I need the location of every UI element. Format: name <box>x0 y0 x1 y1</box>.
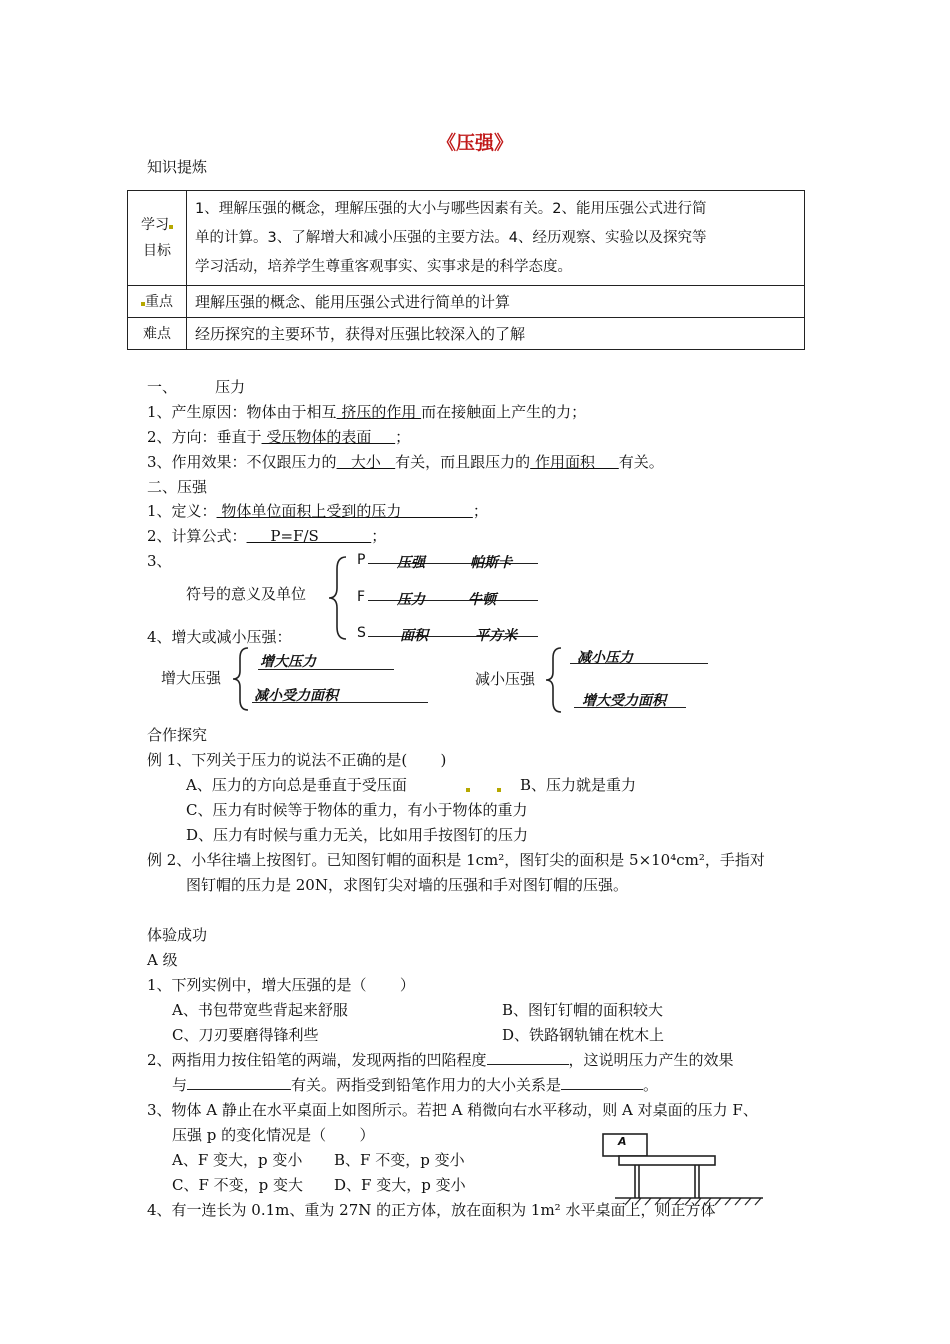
symbols-label: 符号的意义及单位 <box>186 585 307 603</box>
question-3-option-d: D、F 变大，p 变小 <box>334 1176 466 1194</box>
symbol-s-unit: 平方米 <box>475 628 517 644</box>
increase-item-1: 增大压力 <box>260 654 316 670</box>
left-brace-icon <box>543 646 563 714</box>
section-1-line-2: 2、方向：垂直于 受压物体的表面 ； <box>147 428 411 446</box>
increase-item-2: 减小受力面积 <box>254 688 338 704</box>
goal-header-line-2: 目标 <box>143 243 171 259</box>
formula-line: 2、计算公式： P=F/S ； <box>147 527 387 545</box>
section-1-line-3: 3、作用效果：不仅跟压力的 大小 有关，而且跟压力的 作用面积 有关。 <box>147 453 664 471</box>
blank-answer: 受压物体的表面 <box>261 428 396 446</box>
change-heading: 4、增大或减小压强： <box>147 628 292 646</box>
key-text: 理解压强的概念、能用压强公式进行简单的计算 <box>187 286 805 318</box>
blank-answer: 作用面积 <box>530 453 619 471</box>
left-brace-icon <box>326 555 348 641</box>
symbol-s: S <box>357 625 366 641</box>
question-1-option-c: C、刀刃要磨得锋利些 <box>172 1026 319 1044</box>
example-1-option-a: A、压力的方向总是垂直于受压面 <box>186 776 407 794</box>
page-title: 《压强》 <box>436 132 513 154</box>
knowledge-label: 知识提炼 <box>147 158 208 176</box>
question-4-line-1: 4、有一连长为 0.1m、重为 27N 的正方体，放在面积为 1m² 水平桌面上，则正方体 <box>147 1201 716 1219</box>
question-2-line-2: 与 有关。两指受到铅笔作用力的大小关系是 。 <box>172 1076 659 1094</box>
marker-dot <box>169 225 173 229</box>
blank-answer: 大小 <box>336 453 396 471</box>
example-1-stem: 例 1、下列关于压力的说法不正确的是( ) <box>147 751 447 769</box>
example-2-line-2: 图钉帽的压力是 20N，求图钉尖对墙的压强和手对图钉帽的压强。 <box>186 876 628 894</box>
symbol-p-unit: 帕斯卡 <box>470 555 512 571</box>
increase-label: 增大压强 <box>161 669 222 687</box>
answer-line <box>252 702 428 703</box>
symbol-s-meaning: 面积 <box>400 628 428 644</box>
example-1-option-c: C、压力有时候等于物体的重力，有小于物体的重力 <box>186 801 528 819</box>
example-1-option-b: B、压力就是重力 <box>520 776 637 794</box>
symbol-p-meaning: 压强 <box>397 555 425 571</box>
question-2-line-1: 2、两指用力按住铅笔的两端，发现两指的凹陷程度 ，这说明压力产生的效果 <box>147 1051 734 1069</box>
blank-answer: P=F/S <box>246 527 372 545</box>
answer-blank <box>187 1089 291 1090</box>
marker-dot <box>466 788 470 792</box>
blank-answer: 挤压的作用 <box>336 403 422 421</box>
question-3-option-a: A、F 变大，p 变小 <box>172 1151 303 1169</box>
symbol-f-unit: 牛顿 <box>468 592 496 608</box>
section-1-heading: 一、 压力 <box>147 378 246 396</box>
key-header: 重点 <box>128 286 187 318</box>
question-3-line-1: 3、物体 A 静止在水平桌面上如图所示。若把 A 稍微向右水平移动，则 A 对桌面的压力 F、 <box>147 1101 758 1119</box>
example-2-line-1: 例 2、小华往墙上按图钉。已知图钉帽的面积是 1cm²，图钉尖的面积是 5×10⁴cm²，手指对 <box>147 851 765 869</box>
goals-table <box>127 190 805 350</box>
hard-text: 经历探究的主要环节，获得对压强比较深入的了解 <box>187 318 805 350</box>
definition-line: 1、定义： 物体单位面积上受到的压力 ； <box>147 502 488 520</box>
symbol-f: F <box>357 589 366 605</box>
success-heading: 体验成功 <box>147 926 208 944</box>
goal-line-1: 1、理解压强的概念，理解压强的大小与哪些因素有关。2、能用压强公式进行简 <box>195 200 707 217</box>
left-brace-icon <box>230 646 250 712</box>
hard-header: 难点 <box>128 318 187 350</box>
answer-line <box>258 669 394 670</box>
goal-line-2: 单的计算。3、了解增大和减小压强的主要方法。4、经历观察、实验以及探究等 <box>195 229 707 246</box>
decrease-label: 减小压强 <box>475 670 536 688</box>
example-1-option-d: D、压力有时候与重力无关，比如用手按图钉的压力 <box>186 826 529 844</box>
coop-heading: 合作探究 <box>147 726 208 744</box>
strike-line <box>368 563 538 564</box>
section-1-line-1: 1、产生原因：物体由于相互 挤压的作用 而在接触面上产生的力； <box>147 403 587 421</box>
goal-header <box>128 191 187 286</box>
symbols-number: 3、 <box>147 552 172 570</box>
symbol-p: P <box>357 552 366 568</box>
section-2-heading: 二、压强 <box>147 478 208 496</box>
blank-answer: 物体单位面积上受到的压力 <box>216 502 473 520</box>
question-3-line-2: 压强 p 的变化情况是（ ） <box>172 1126 375 1144</box>
answer-blank <box>561 1089 643 1090</box>
question-1-stem: 1、下列实例中，增大压强的是（ ） <box>147 976 415 994</box>
question-3-option-b: B、F 不变，p 变小 <box>334 1151 465 1169</box>
question-3-option-c: C、F 不变，p 变大 <box>172 1176 304 1194</box>
answer-blank <box>487 1064 569 1065</box>
question-1-option-a: A、书包带宽些背起来舒服 <box>172 1001 348 1019</box>
question-1-option-b: B、图钉钉帽的面积较大 <box>502 1001 664 1019</box>
decrease-item-2: 增大受力面积 <box>582 693 666 709</box>
goal-header-line-1: 学习 <box>141 217 169 233</box>
question-1-option-d: D、铁路钢轨铺在枕木上 <box>502 1026 665 1044</box>
level-label: A 级 <box>147 951 178 969</box>
symbol-f-meaning: 压力 <box>397 592 425 608</box>
goal-line-3: 学习活动，培养学生尊重客观事实、实事求是的科学态度。 <box>195 258 572 275</box>
answer-line <box>570 663 708 664</box>
decrease-item-1: 减小压力 <box>577 650 633 666</box>
marker-dot <box>497 788 501 792</box>
answer-line <box>574 707 686 708</box>
strike-line <box>368 600 538 601</box>
goal-text <box>187 191 805 286</box>
figure-block-label: A <box>618 1135 627 1148</box>
